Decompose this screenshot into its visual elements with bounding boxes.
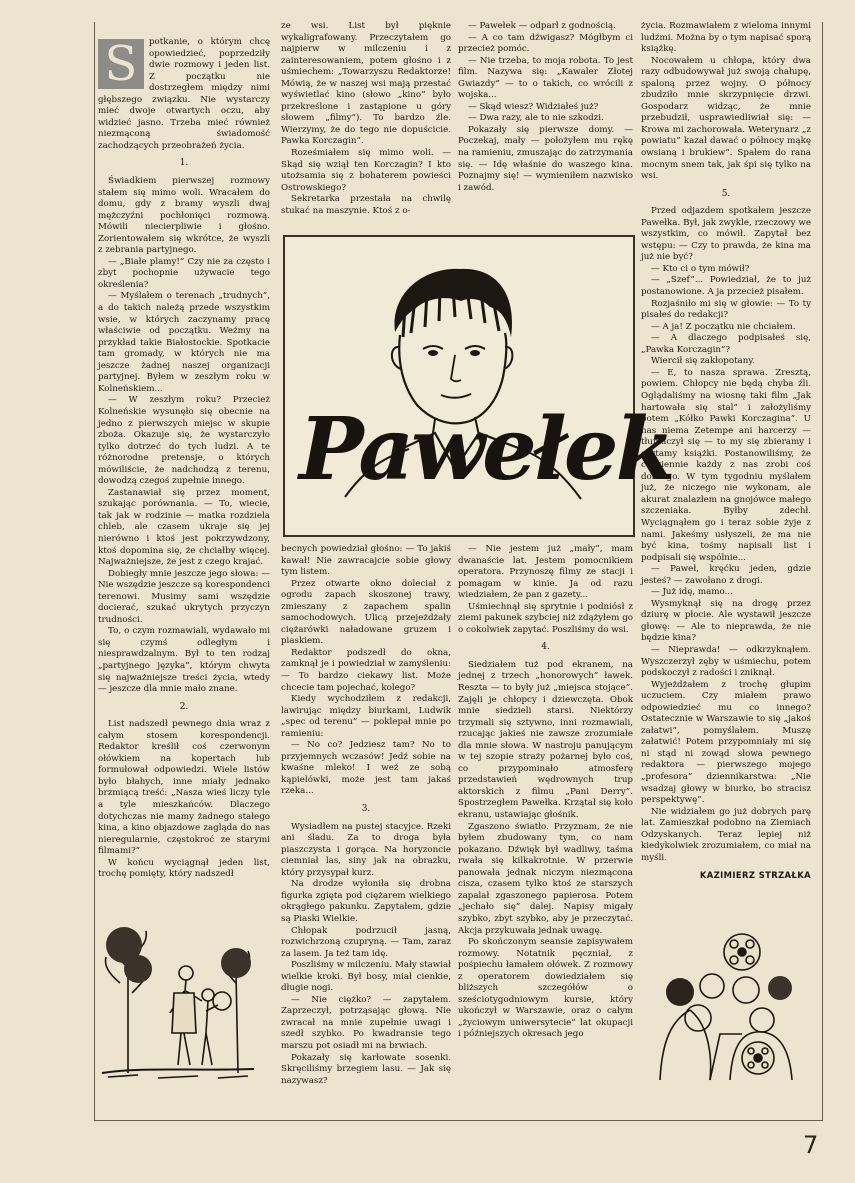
paragraph: — Już idę, mamo... xyxy=(651,587,733,598)
paragraph: Na drodze wyłoniła się drobna figurka zgięta pod ciężarem wielkiego okrągłego pakunku. Zapytałem, gdzie są Piaski Wielkie. xyxy=(281,879,451,924)
paragraph: Przez otwarte okno doleciał z ogrodu zapach skoszonej trawy, zmieszany z zapachem spalin samochodowych. Ulicą przejeżdżały ciężarówki naładowane gruzem i piaskiem. xyxy=(281,578,451,647)
paragraph: List nadszedł pewnego dnia wraz z całym stosem korespondencji. Redaktor kreślił coś czerwonym ołówkiem na kopertach lub formułował odpowiedzi. Wiele listów było błahych, inne miały jednako brzmiącą treść: „Nasza wieś liczy tyle a tyle mieszkańców. Dlaczego dotychczas nie mamy żadnego stałego kina, a kino objazdowe zagląda do nas nieregularnie, częstokroć ze starymi filmami?” xyxy=(98,719,270,857)
article-title: Pawełek xyxy=(299,399,673,500)
paragraph: Zastanawiał się przez moment, szukając porównania. — To, wiecie, tak jak w rodzinie — matka rozdziela chleb, ale czasem ukraje się jej nierówno i ktoś jest pokrzywdzony, ktoś dopomina się, że chciałby więcej. Najważniejsze, że jest z czego krajać. xyxy=(98,487,270,568)
paragraph: Po skończonym seansie zapisywałem rozmowy. Notatnik pęczniał, z pośpiechu łamałem ołówek. Z rozmowy z operatorem dowiedziałem się bliższych szczegółów o sześciotygodniowym kursie, który ukończył w Warszawie, oraz o całym „życiowym uniwersytecie” lat okupacji i późniejszych okresach jego xyxy=(458,937,633,1040)
author-signature: KAZIMIERZ STRZAŁKA xyxy=(699,870,811,881)
paragraph: Redaktor podszedł do okna, zamknął je i powiedział w zamyśleniu: — To bardzo ciekawy list. Może chcecie tam pojechać, kolego? xyxy=(281,647,451,693)
paragraph: Wiercił się zakłopotany. xyxy=(651,356,755,367)
section-number: 5. xyxy=(721,188,731,199)
article-column-4 xyxy=(641,21,811,911)
section-number: 4. xyxy=(541,642,550,653)
paragraph: Wysiadłem na pustej stacyjce. Rzeki ani śladu. Za to droga była piaszczysta i gorąca. Na horyzoncie ciemniał las, siny jak na obrazku, który przysypał kurz. xyxy=(281,821,451,878)
paragraph: — A co tam dźwigasz? Mógłbym ci przecież pomóc. xyxy=(458,32,633,55)
article-column-3-bottom xyxy=(458,544,633,1104)
paragraph: Nie widziałem go już dobrych parę lat. Zamieszkał podobno na Ziemiach Odzyskanych. Teraz lepiej niż kiedykolwiek zrozumiałem, co miał na myśli. xyxy=(641,806,811,863)
paragraph: — Nieprawda! — odkrzyknąłem. Wyszczerzył zęby w uśmiechu, potem podskoczył z radości i zniknął. xyxy=(641,644,811,679)
paragraph: Wysmyknął się na drogę przez dziurę w płocie. Ale wystawił jeszcze głowę: — Ale to nieprawda, że nie będzie kina? xyxy=(641,598,811,644)
paragraph: — Dwa razy, ale to nie szkodzi. xyxy=(468,113,604,124)
paragraph: — „Szef”... Powiedział, że to już postanowione. A ja przecież pisałem. xyxy=(641,275,811,298)
paragraph: Siedziałem tuż pod ekranem, na jednej z trzech „honorowych” ławek. Reszta — to były już „miejsca stojące”. Zajęli je chłopcy i dziewczęta. Obok mnie siedzieli starsi. Niektórzy trzymali się sztywno, inni rozmawiali, rzucając jakieś nie zawsze zrozumiałe dla mnie słowa. W nastroju panującym w tej szopie straży pożarnej było coś, co przypominało atmosferę przedstawień wędrownych trup aktorskich z filmu „Pani Derry”. Spostrzegłem Pawełka. Krzątał się koło ekranu, ustawiając głośnik. xyxy=(458,659,633,821)
paragraph: potkanie, o którym chcę opowiedzieć, poprzedziły dwie rozmowy i jeden list. Z początku nie dostrzegłem między nimi głębszego związku. Nie wystarczy mieć dwoje otwartych oczu, aby widzieć jasno. Trzeba mieć również niezmąconą świadomość zachodzących przeobrażeń życia. xyxy=(98,37,270,151)
section-number: 2. xyxy=(179,701,189,712)
paragraph: — Skąd wiesz? Widziałeś już? xyxy=(468,101,599,112)
paragraph: — Myślałem o terenach „trudnych”, a do takich należą przede wszystkim wsie, w których zaczynamy pracę właściwie od początku. Weźmy na przykład takie Białostockie. Spotkacie tam gromady, w których nie ma jeszcze żadnej naszej organizacji partyjnej. Byłem w zeszłym roku w Kolneńskiem... xyxy=(98,291,270,394)
paragraph: Kiedy wychodziłem z redakcji, lawirując między biurkami, Ludwik „spec od terenu” — poklepał mnie po ramieniu: xyxy=(281,694,451,739)
paragraph: Nocowałem u chłopa, który dwa razy odbudowywał już swoją chałupę, spaloną przez wojny. O północy zbudziło mnie skrzypnięcie drzwi. Gospodarz widząc, że mnie przebudził, usprawiedliwiał się: — Krowa mi zachorowała. Weterynarz „z powiatu” kazał dawać o północy mąkę owsianą i brukiew”. Spałem do rana mocnym snem tak, jak śpi się tylko na wsi. xyxy=(641,55,811,182)
paragraph: — Paweł, kręćku jeden, gdzie jesteś? — zawołano z drogi. xyxy=(641,564,811,586)
paragraph: To, o czym rozmawiali, wydawało mi się czymś odległym i niesprawdzalnym. Był to ten rodzaj „partyjnego języka”, którym chwyta się najważniejsze treści życia, wtedy — jeszcze dla mnie mało znane. xyxy=(98,626,270,695)
paragraph: Sekretarka przestała na chwilę stukać na maszynie. Ktoś z o- xyxy=(281,194,451,216)
paragraph: — E, to nasza sprawa. Zresztą, powiem. Chłopcy nie będą chyba źli. Oglądaliśmy na wiosnę taki film „Jak hartowała się stal” i założyliśmy potem „Kółko Pawki Korczagina”. U nas niema Zetempe ani harcerzy — tłumaczył się — to my się zbieramy i czytamy książki. Postanowiliśmy, że codziennie każdy z nas zrobi coś dobrego. W tym tygodniu myślałem już, że niczego nie wykonam, ale akurat znalazłem na gnojówce małego szczeniaka. Byłby zdechł. Wyciągnąłem go i teraz sobie żyje z nami. Jakeśmy usłyszeli, że ma nie być kina, tośmy napisali list i podpisali się wspólnie... xyxy=(641,367,811,563)
dropcap: S xyxy=(98,39,144,89)
walking-figures-illustration xyxy=(98,873,258,1083)
section-number: 1. xyxy=(179,158,189,169)
paragraph: życia. Rozmawiałem z wieloma innymi ludźmi. Można by o tym napisać sporą książkę. xyxy=(641,21,811,55)
paragraph: Przed odjazdem spotkałem jeszcze Pawełka. Był, jak zwykle, rzeczowy we wszystkim, co mówił. Zapytał bez wstępu: — Czy to prawda, że kina ma już nie być? xyxy=(641,206,811,263)
article-column-2-bottom xyxy=(281,544,451,1104)
paragraph: Chłopak podrzucił jasną, rozwichrzoną czupryną. — Tam, zaraz za lasem. Ja też tam idę. xyxy=(281,925,451,959)
article-column-2-top xyxy=(281,21,451,234)
title-illustration xyxy=(283,235,673,537)
article-column-1 xyxy=(98,36,270,880)
paragraph: — Pawełek — odparł z godnością. xyxy=(468,21,616,31)
paragraph: — „Białe plamy!” Czy nie za często i zbyt pochopnie używacie tego określenia? xyxy=(98,256,270,290)
paragraph: Pokazały się pierwsze domy. — Poczekaj, mały — położyłem mu rękę na ramieniu, zmuszając do zatrzymania się. — Idę właśnie do waszego kina. Poznajmy się! — wymieniłem nazwisko i zawód. xyxy=(458,124,633,193)
paragraph: becnych powiedział głośno: — To jakiś kawał! Nie zawracajcie sobie głowy tym listem. xyxy=(281,544,451,578)
paragraph: Dobiegły mnie jeszcze jego słowa: — Nie wszędzie jeszcze są korespondenci terenowi. Musimy sami wszędzie docierać, szukać ukrytych przyczyn trudności. xyxy=(98,568,270,625)
paragraph: — No co? Jedziesz tam? No to przyjemnych wczasów! Jedź sobie na kwaśne mleko! I weź ze sobą kąpielówki, może jest tam jakaś rzeka... xyxy=(281,740,451,797)
paragraph: ze wsi. List był pięknie wykaligrafowany. Przeczytałem go najpierw w milczeniu i z zainteresowaniem, potem głośno i z uśmiechem: „Towarzyszu Redaktorze! Mówią, że w naszej wsi mają przestać wyświetlać kino (słowo „kino” było przekreślone i zastąpione u góry słowem „filmy”). To bardzo źle. Wierzymy, że do tego nie dopuścicie. Pawka Korczagin”. xyxy=(281,21,451,147)
section-number: 3. xyxy=(361,804,371,815)
paragraph: — A dlaczego podpisałeś się, „Pawka Korczagin”? xyxy=(641,333,811,355)
paragraph: Świadkiem pierwszej rozmowy stałem się mimo woli. Wracałem do domu, gdy z bramy wyszli dwaj mężczyźni pochłonięci rozmową. Mówili niecierpliwie i głośno. Zorientowałem się wkrótce, że wyszli z zebrania partyjnego. xyxy=(98,176,270,256)
paragraph: — Nie ciężko? — zapytałem. Zaprzeczył, potrząsając głową. Nie zwracał na mnie zupełnie uwagi i szedł szybko. Po kwadransie tego marszu pot osiadł mi na brwiach. xyxy=(281,994,451,1051)
page-number: 7 xyxy=(803,1131,819,1159)
paragraph: — A ja! Z początku nie chciałem. xyxy=(651,321,796,332)
paragraph: Wyjeżdżałem z trochę głupim uczuciem. Czy miałem prawo odpowiedzieć mu co innego? Ostatecznie w Warszawie to się „jakoś załatwi”, pomyślałem. Muszę załatwić! Potem przypomniały mi się ni stąd ni zowąd słowa pewnego redaktora — pierwszego mojego „profesora” dziennikarstwa: „Nie wsadzaj głowy w biurko, bo stracisz perspektywę”. xyxy=(641,679,811,806)
paragraph: — Nie jestem już „mały”, mam dwanaście lat. Jestem pomocnikiem operatora. Przynoszę filmy ze stacji i pomagam w kinie. Ja od razu wiedziałem, że pan z gazety... xyxy=(458,544,633,601)
cinema-crowd-illustration xyxy=(650,930,810,1090)
paragraph: — W zeszłym roku? Przecież Kolneńskie wysunęło się obecnie na jedno z pierwszych miejsc w skupie zboża. Okazuje się, że wystarczyło tylko dotrzeć do tych ludzi. A te różnorodne pretensje, o których mówiliście, że nadchodzą z terenu, dowodzą czegoś zupełnie innego. xyxy=(98,395,270,487)
paragraph: — Nie trzeba, to moja robota. To jest film. Nazywa się: „Kawaler Złotej Gwiazdy” — to o takich, co wrócili z wojska... xyxy=(458,55,633,101)
paragraph: — Kto ci o tym mówił? xyxy=(651,263,750,274)
paragraph: Uśmiechnął się sprytnie i podniósł z ziemi pakunek szybciej niż zdążyłem go o cokolwiek zapytać. Poszliśmy do wsi. xyxy=(458,601,633,635)
article-column-3-top xyxy=(458,21,633,234)
paragraph: Zgaszono światło. Przyznam, że nie byłem zbudowany tym, co nam pokazano. Dźwięk był wadliwy, taśma rwała się kilkakrotnie. W przerwie panowała jednak niczym niezmącona cisza, czasem tylko ktoś ze starszych zapalał zgaszonego papierosa. Potem „jechało się” dalej. Napisy migały szybko, zbyt szybko, aby je przeczytać. Akcja przykuwała jednak uwagę. xyxy=(458,821,633,936)
paragraph: Roześmiałem się mimo woli. — Skąd się wziął ten Korczagin? I kto utożsamia się z bohaterem powieści Ostrowskiego? xyxy=(281,148,451,193)
paragraph: W końcu wyciągnął jeden list, trochę pomięty, który nadszedł xyxy=(98,857,270,880)
paragraph: Rozjaśniło mi się w głowie: — To ty pisałeś do redakcji? xyxy=(641,298,811,321)
paragraph: Pokazały się karłowate sosenki. Skręciliśmy brzegiem lasu. — Jak się nazywasz? xyxy=(281,1052,451,1086)
paragraph: Poszliśmy w milczeniu. Mały stawiał wielkie kroki. Był bosy, miał cienkie, długie nogi. xyxy=(281,960,451,994)
